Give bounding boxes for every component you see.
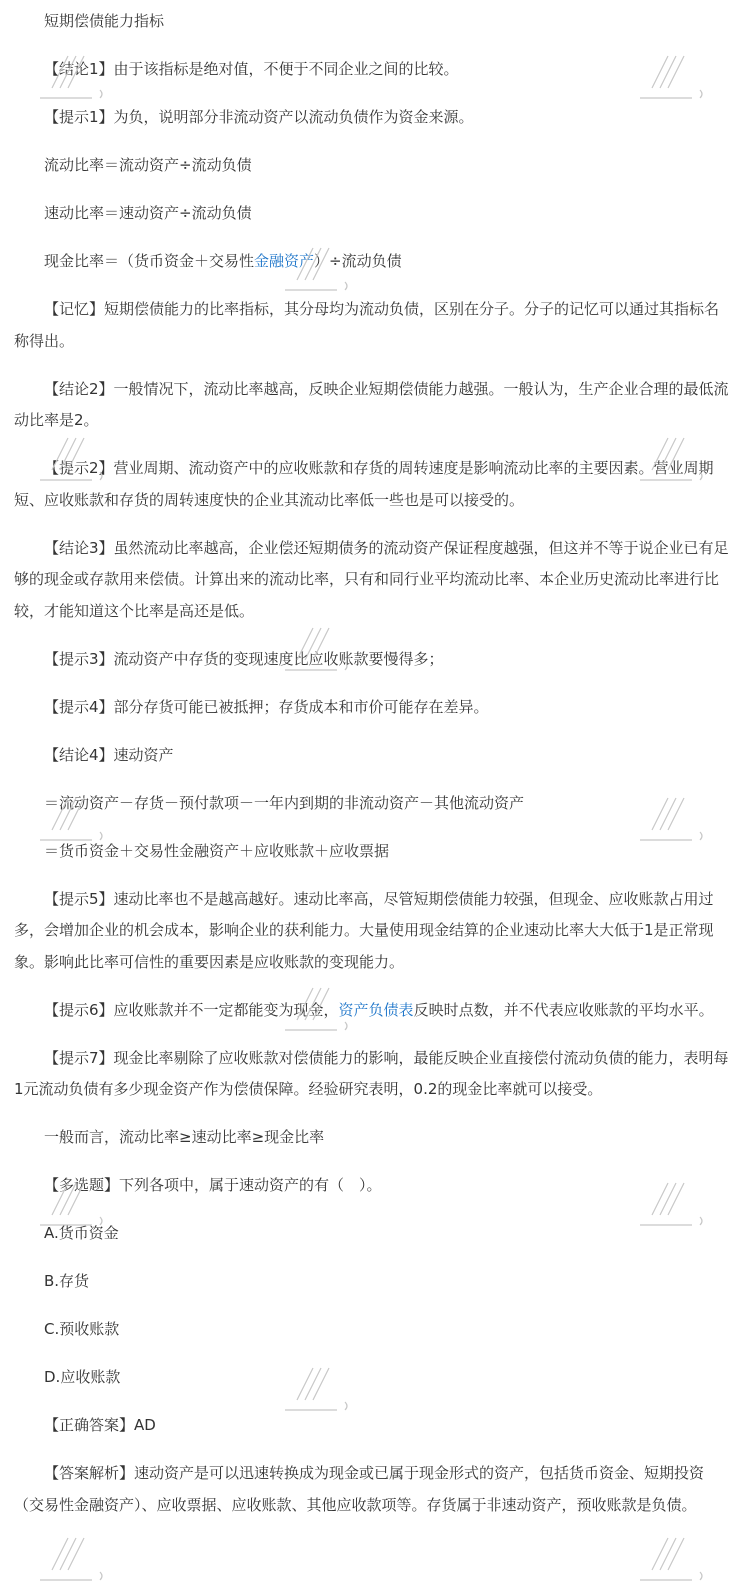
paragraph-text: 【提示5】速动比率也不是越高越好。速动比率高，尽管短期偿债能力较强，但现金、应收账款占用过多，会增加企业的机会成本，影响企业的获利能力。大量使用现金结算的企业速动比率大大低于1是正常现象。影响此比率可信性的重要因素是应收账款的变现能力。 <box>14 889 714 971</box>
answer-explanation <box>14 1458 730 1521</box>
paragraph-text: 【结论1】由于该指标是绝对值，不便于不同企业之间的比较。 <box>44 60 459 78</box>
correct-answer <box>14 1410 730 1442</box>
paragraph <box>14 836 730 868</box>
paragraph-text: 【提示7】现金比率剔除了应收账款对偿债能力的影响，最能反映企业直接偿付流动负债的能力，表明每1元流动负债有多少现金资产作为偿债保障。经验研究表明，0.2的现金比率就可以接受。 <box>14 1048 729 1098</box>
paragraph-text: 【结论2】一般情况下，流动比率越高，反映企业短期偿债能力越强。一般认为，生产企业合理的最低流动比率是2。 <box>14 379 729 429</box>
paragraph <box>14 294 730 357</box>
watermark-mark <box>630 1530 720 1590</box>
paragraph-text: 现金比率＝（货币资金＋交易性 <box>44 252 255 270</box>
question-stem <box>14 1170 730 1202</box>
paragraph-text: 一般而言，流动比率≥速动比率≥现金比率 <box>44 1128 325 1146</box>
paragraph <box>14 1043 730 1106</box>
article-body <box>14 6 730 1538</box>
paragraph <box>14 644 730 676</box>
paragraph-text: 【提示4】部分存货可能已被抵押；存货成本和市价可能存在差异。 <box>44 697 489 716</box>
paragraph <box>14 374 730 437</box>
paragraph-text: 【多选题】下列各项中，属于速动资产的有（ ）。 <box>44 1176 382 1194</box>
paragraph-text: 【结论3】虽然流动比率越高，企业偿还短期债务的流动资产保证程度越强，但这并不等于说企业已有足够的现金或存款用来偿债。计算出来的流动比率，只有和同行业平均流动比率、本企业历史流动比率进行比较，才能知道这个比率是高还是低。 <box>14 538 729 620</box>
watermark-mark <box>30 1530 120 1590</box>
paragraph <box>14 246 730 278</box>
paragraph-text: 反映时点数，并不代表应收账款的平均水平。 <box>413 1000 714 1019</box>
paragraph <box>14 740 730 772</box>
paragraph <box>14 533 730 628</box>
paragraph-text: 【结论4】速动资产 <box>44 745 174 764</box>
paragraph <box>14 884 730 979</box>
paragraph <box>14 692 730 724</box>
paragraph-text: 【记忆】短期偿债能力的比率指标，其分母均为流动负债，区别在分子。分子的记忆可以通过其指标名称得出。 <box>14 300 720 350</box>
paragraph <box>14 6 730 38</box>
option-text: C.预收账款 <box>44 1320 120 1338</box>
paragraph <box>14 150 730 182</box>
paragraph-text: 速动比率＝速动资产÷流动负债 <box>44 204 252 222</box>
paragraph-text: 【提示1】为负，说明部分非流动资产以流动负债作为资金来源。 <box>44 108 474 126</box>
paragraph-text: 【提示2】营业周期、流动资产中的应收账款和存货的周转速度是影响流动比率的主要因素。营业周期短、应收账款和存货的周转速度快的企业其流动比率低一些也是可以接受的。 <box>14 459 714 509</box>
paragraph <box>14 198 730 230</box>
option-b <box>14 1266 730 1298</box>
paragraph-text: 【提示6】应收账款并不一定都能变为现金， <box>44 1000 339 1019</box>
balance-sheet-link[interactable]: 资产负债表 <box>338 1000 414 1019</box>
paragraph-text: 【正确答案】AD <box>44 1416 156 1434</box>
option-a <box>14 1218 730 1250</box>
paragraph <box>14 788 730 820</box>
paragraph-text: ＝流动资产－存货－预付款项－一年内到期的非流动资产－其他流动资产 <box>44 793 525 812</box>
option-d <box>14 1362 730 1394</box>
paragraph-text: ＝货币资金＋交易性金融资产＋应收账款＋应收票据 <box>44 841 390 860</box>
option-text: D.应收账款 <box>44 1368 121 1386</box>
paragraph-text: 流动比率＝流动资产÷流动负债 <box>44 156 252 174</box>
option-text: A.货币资金 <box>44 1224 119 1242</box>
financial-assets-link[interactable]: 金融资产 <box>254 252 315 270</box>
paragraph <box>14 995 730 1027</box>
option-c <box>14 1314 730 1346</box>
paragraph-text: 【答案解析】速动资产是可以迅速转换成为现金或已属于现金形式的资产，包括货币资金、短期投资（交易性金融资产）、应收票据、应收账款、其他应收款项等。存货属于非速动资产，预收账款是负债。 <box>14 1464 705 1514</box>
paragraph <box>14 453 730 516</box>
paragraph <box>14 1122 730 1154</box>
paragraph <box>14 102 730 134</box>
paragraph-text: 短期偿债能力指标 <box>44 12 165 30</box>
option-text: B.存货 <box>44 1272 90 1290</box>
paragraph <box>14 54 730 86</box>
paragraph-text: ）÷流动负债 <box>314 252 402 270</box>
paragraph-text: 【提示3】流动资产中存货的变现速度比应收账款要慢得多； <box>44 649 444 668</box>
